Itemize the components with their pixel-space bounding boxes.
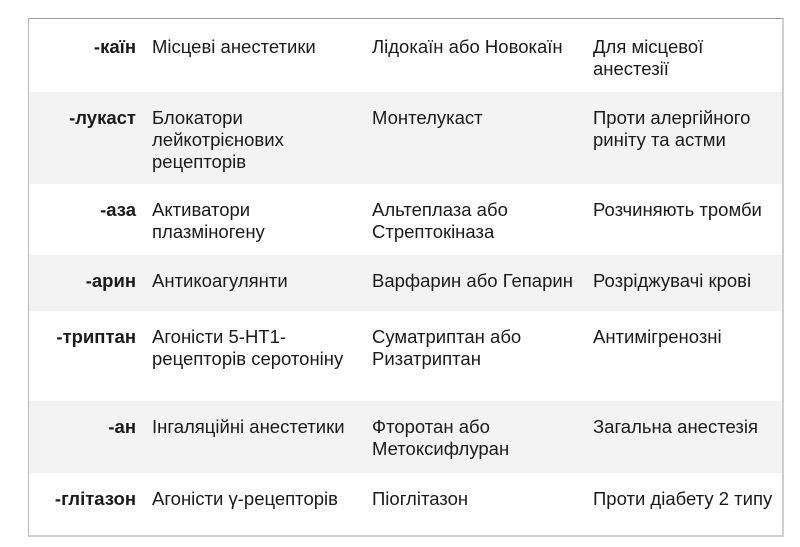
use-cell: Антимігренозні (593, 326, 722, 347)
examples-cell: Суматриптан або Ризатриптан (372, 326, 522, 369)
suffix-cell: -лукаст (69, 107, 136, 128)
use-cell: Проти алергійного риніту та астми (593, 107, 751, 150)
suffix-cell: -глітазон (54, 488, 136, 509)
examples-cell: Фторотан або Метоксифлуран (372, 416, 510, 459)
drug-class-cell: Агоністи 5-HT1-рецепторів серотоніну (152, 326, 344, 369)
table-row (29, 255, 784, 311)
drug-class-cell: Антикоагулянти (152, 270, 288, 291)
examples-cell: Альтеплаза або Стрептокіназа (372, 199, 508, 242)
table-row (29, 473, 784, 537)
use-cell: Проти діабету 2 типу (593, 488, 773, 509)
table-row (29, 92, 784, 184)
suffix-cell: -ан (108, 416, 136, 437)
table-row (29, 401, 784, 473)
drug-class-cell: Інгаляційні анестетики (152, 416, 345, 437)
table-row (29, 311, 784, 401)
table-row (29, 184, 784, 255)
examples-cell: Піоглітазон (372, 488, 469, 509)
drug-class-cell: Активатори плазміногену (152, 199, 265, 242)
examples-cell: Лідокаїн або Новокаїн (372, 36, 563, 57)
suffix-cell: -триптан (56, 326, 136, 347)
use-cell: Загальна анестезія (593, 416, 758, 437)
drug-class-cell: Агоністи γ-рецепторів (152, 488, 338, 509)
drug-class-cell: Блокатори лейкотрієнових рецепторів (152, 107, 284, 172)
suffix-cell: -аза (100, 199, 136, 220)
suffix-cell: -каїн (93, 36, 136, 57)
drug-class-cell: Місцеві анестетики (152, 36, 316, 57)
table-row (29, 19, 784, 92)
drug-suffix-table (29, 19, 784, 537)
examples-cell: Варфарин або Гепарин (372, 270, 573, 291)
use-cell: Розчиняють тромби (593, 199, 762, 220)
use-cell: Для місцевої анестезії (593, 36, 704, 79)
examples-cell: Монтелукаст (372, 107, 483, 128)
use-cell: Розріджувачі крові (593, 270, 752, 291)
drug-suffix-table-frame (28, 18, 784, 537)
suffix-cell: -арин (85, 270, 136, 291)
